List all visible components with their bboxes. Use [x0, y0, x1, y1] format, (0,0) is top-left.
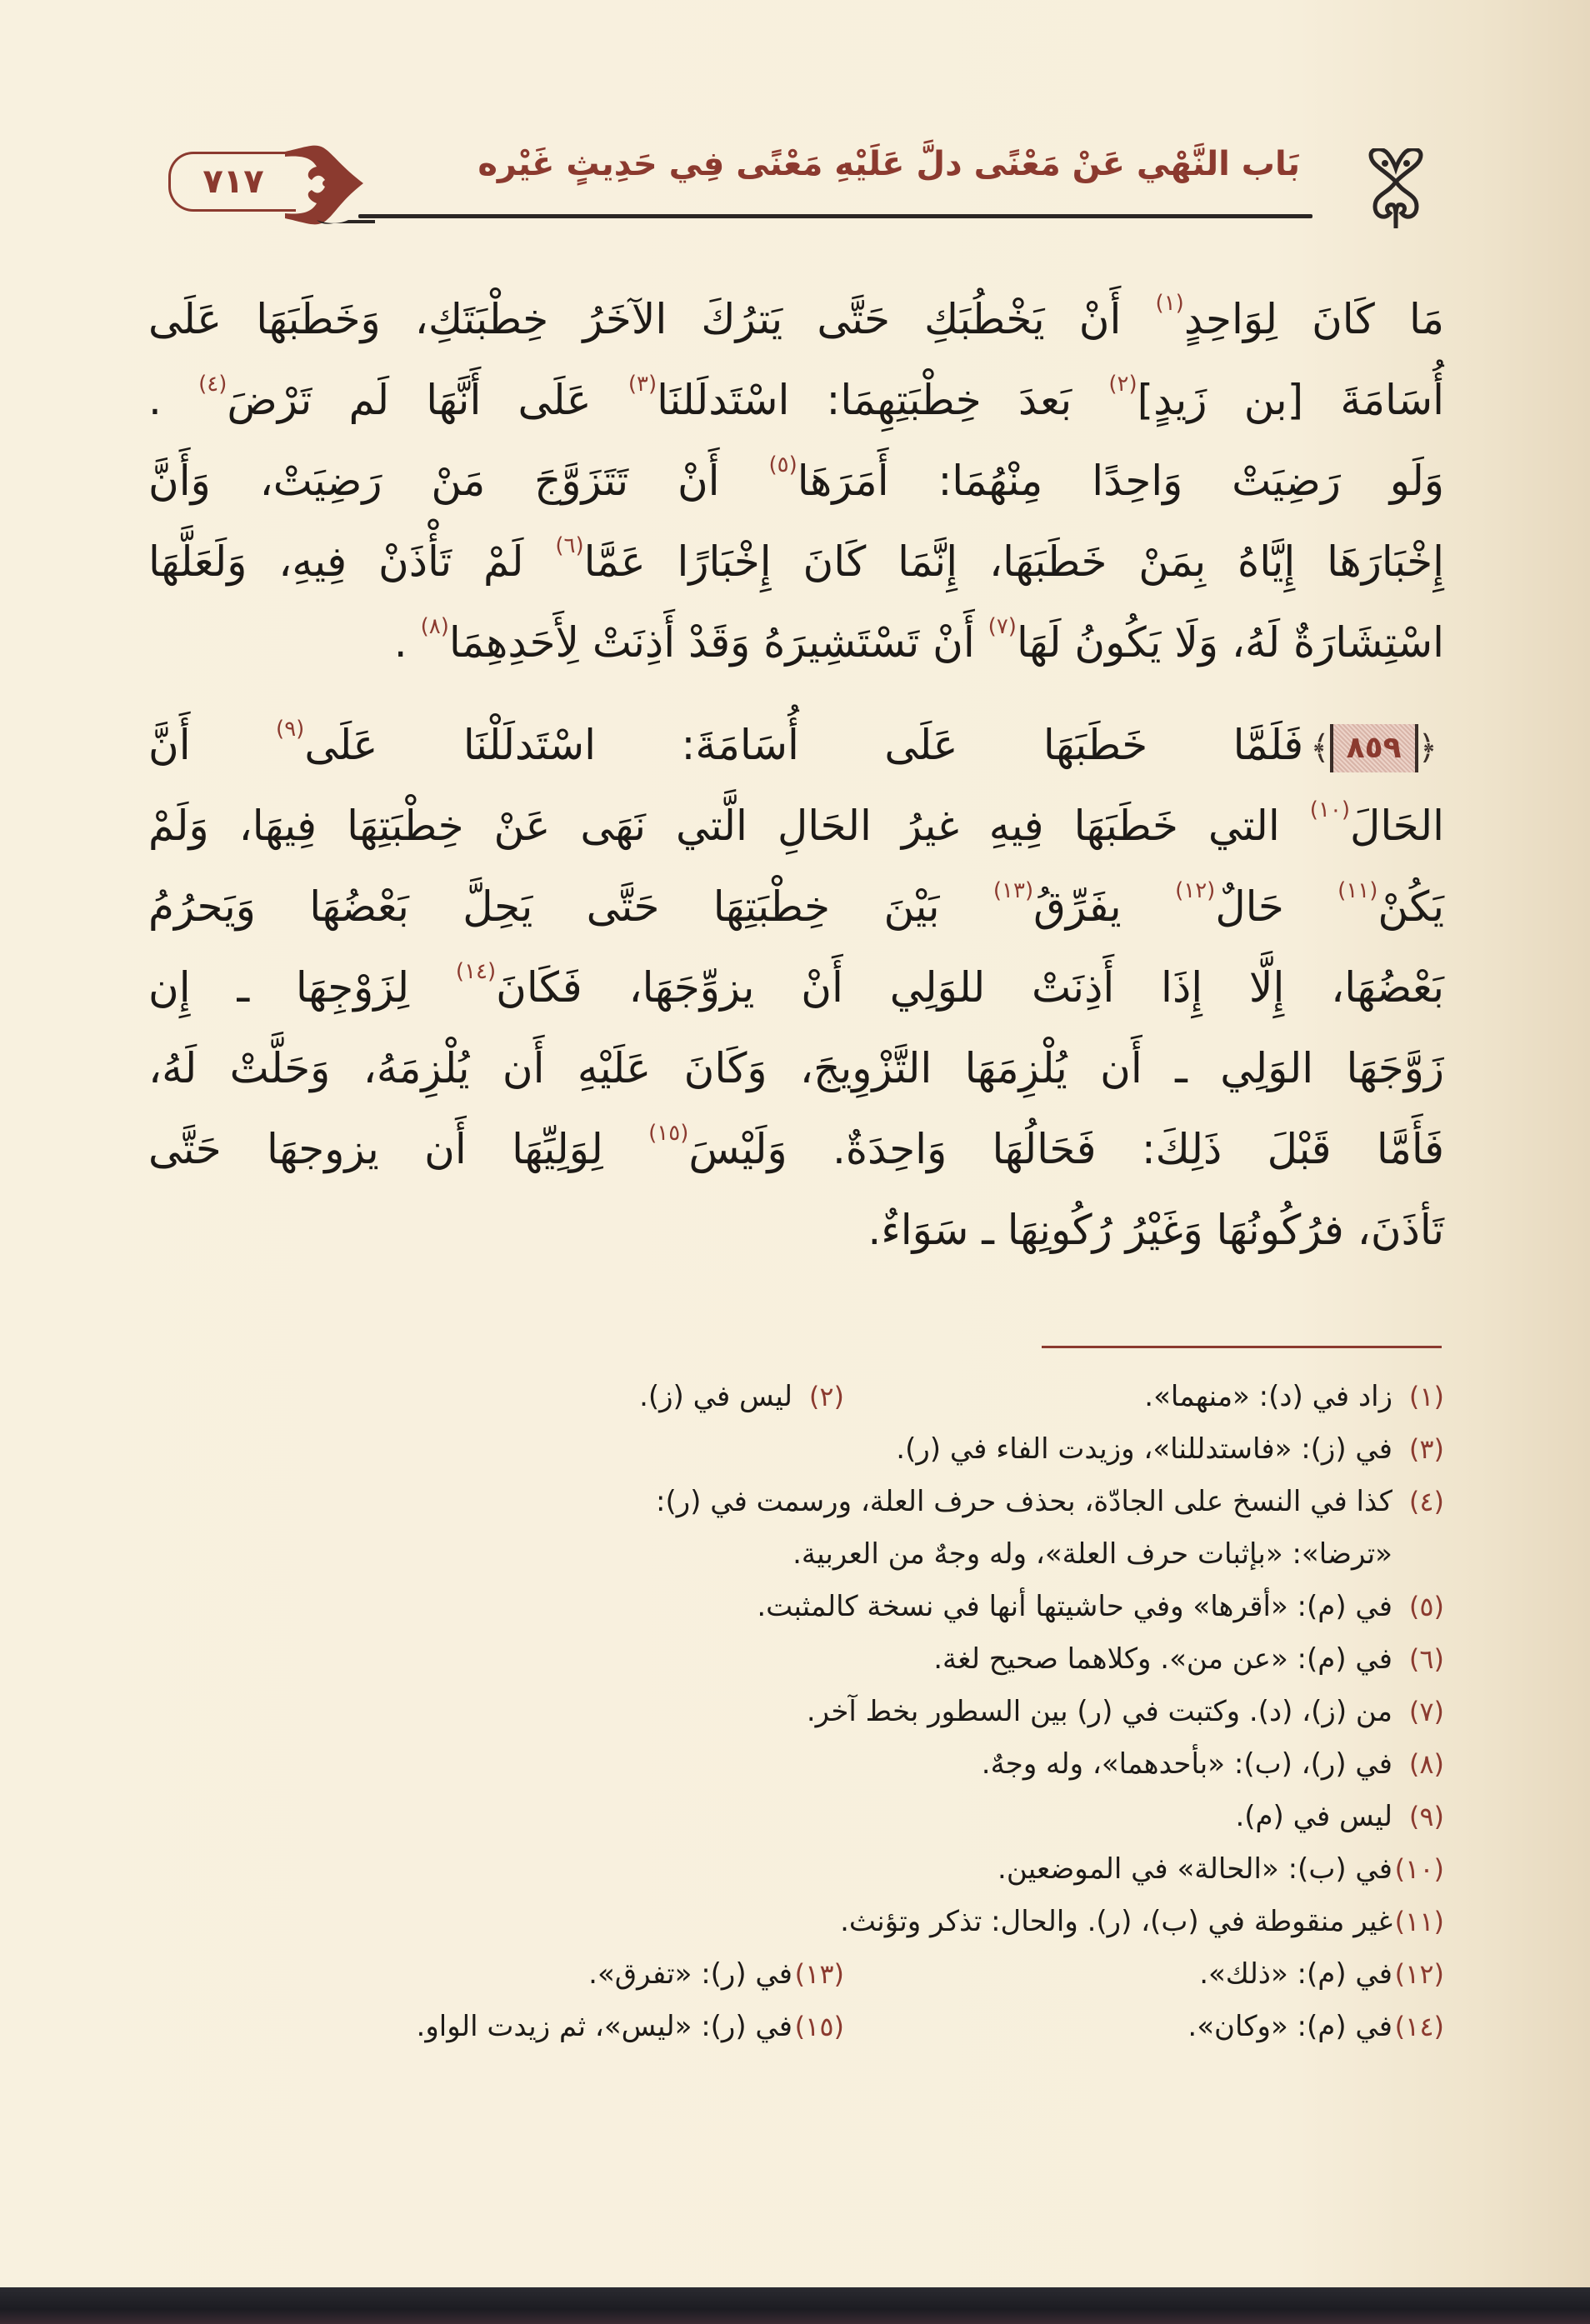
- footnote-text: في (ب): «الحالة» في الموضعين.: [998, 1852, 1392, 1886]
- footnote-row: [148, 2001, 1444, 2053]
- footnote-number: (٩): [1408, 1801, 1444, 1832]
- footnote-text: زاد في (د): «منهما».: [1144, 1380, 1392, 1413]
- footnote-number: (٨): [1408, 1748, 1444, 1780]
- footnote-continuation: [148, 1528, 1444, 1581]
- footnote-number: (١٢): [1394, 1958, 1444, 1990]
- text-line: إِخْبَارَهَا إِيَّاهُ بِمَنْ خَطَبَهَا، إِنَّمَا كَانَ إِخْبَارًا عَمَّا$^{(٦)}$ لَمْ تَأْذَنْ فِيهِ، وَلَعَلَّهَا: [148, 533, 1444, 586]
- footnote-number: (٢): [808, 1381, 844, 1412]
- footnote-ref[interactable]: (١٤): [455, 959, 497, 984]
- footnote-text: «ترضا»: «بإثبات حرف العلة»، وله وجهٌ من العربية.: [792, 1537, 1392, 1571]
- heart-scroll-ornament-icon: [1367, 148, 1425, 232]
- footnote-number: (٦): [1408, 1643, 1444, 1675]
- scanner-edge: [0, 2287, 1590, 2324]
- chapter-title: بَاب النَّهْي عَنْ مَعْنًى دلَّ عَلَيْهِ مَعْنًى فِي حَدِيثٍ غَيْره: [478, 145, 1300, 183]
- text-line: ﴿ ٨٥٩ ﴾ فَلَمَّا خَطَبَهَا عَلَى أُسَامَةَ: اسْتَدلَلْنَا عَلَى$^{(٩)}$ أَنَّ: [148, 705, 1444, 786]
- footnote-ref[interactable]: (١): [1155, 291, 1184, 316]
- footnote-row: [148, 1843, 1444, 1896]
- footnote-ref[interactable]: (٢): [1108, 372, 1138, 397]
- footnote-row: [148, 1896, 1444, 1948]
- footnotes: [148, 1371, 1444, 2053]
- text-line: وَلَو رَضِيَتْ وَاحِدًا مِنْهُمَا: أَمَرَهَا$^{(٥)}$ أَنْ تَتَزَوَّجَ مَنْ رَضِيَتْ، وَأَنَّ: [148, 452, 1444, 505]
- paragraph-2: [148, 705, 1444, 1271]
- footnote-number: (٧): [1408, 1696, 1444, 1727]
- footnote-number: (١٤): [1394, 2011, 1444, 2042]
- footnote-row: [148, 1476, 1444, 1528]
- footnote-separator: [1042, 1346, 1442, 1348]
- footnote-ref[interactable]: (٤): [198, 372, 228, 397]
- page-number-cartouche: [168, 152, 296, 212]
- footnote-row: [148, 1791, 1444, 1843]
- footnote-row: [148, 1738, 1444, 1791]
- footnote-ref[interactable]: (١٣): [992, 878, 1034, 903]
- footnote-text: ليس في (ز).: [639, 1380, 792, 1413]
- footnote-text: في (م): «عن من». وكلاهما صحيح لغة.: [933, 1642, 1392, 1676]
- footnote-ref[interactable]: (١٥): [648, 1121, 689, 1146]
- footnote-row: [148, 1423, 1444, 1476]
- footnote-text: في (ر): «ليس»، ثم زيدت الواو.: [416, 2010, 792, 2043]
- footnote-text: في (م): «ذلك».: [1199, 1957, 1392, 1991]
- footnote-number: (١٥): [794, 2011, 844, 2042]
- text-line: مَا كَانَ لِوَاحِدٍ$^{(١)}$ أَنْ يَخْطُبَكِ حَتَّى يَترُكَ الآخَرُ خِطْبَتَكِ، وَخَطَبَهَا عَلَى: [148, 291, 1445, 343]
- footnote-text: في (م): «أقرها» وفي حاشيتها أنها في نسخة كالمثبت.: [757, 1590, 1392, 1623]
- footnote-ref[interactable]: (١١): [1338, 878, 1378, 903]
- footnote-number: (١٣): [794, 1958, 844, 1990]
- text-line: بَعْضُهَا، إِلَّا إِذَا أَذِنَتْ للوَلِي أَنْ يزوِّجَهَا، فَكَانَ$^{(١٤)}$ لِزَوْجِهَا ـ إِن: [148, 959, 1444, 1012]
- footnote-ref[interactable]: (٩): [276, 717, 305, 742]
- ornamental-bracket-icon: ﴿: [1418, 728, 1438, 767]
- running-header: [158, 142, 1425, 233]
- footnote-ref[interactable]: (٣): [628, 372, 658, 397]
- footnote-ref[interactable]: (٦): [555, 533, 584, 558]
- footnote-row: [148, 1371, 1444, 1423]
- footnote-ref[interactable]: (١٠): [1309, 797, 1351, 822]
- footnote-row: [148, 1581, 1444, 1633]
- footnote-text: في (ر): «تفرق».: [588, 1957, 792, 1991]
- footnote-ref[interactable]: (٧): [988, 614, 1017, 639]
- header-rule: [358, 214, 1312, 218]
- footnote-text: من (ز)، (د). وكتبت في (ر) بين السطور بخط آخر.: [806, 1695, 1392, 1728]
- ornamental-bracket-icon: ﴾: [1310, 728, 1330, 767]
- text-line: اسْتِشَارَةٌ لَهُ، وَلَا يَكُونُ لَهَا$^{(٧)}$ أَنْ تَسْتَشِيرَهُ وَقَدْ أَذِنَتْ لِأَحَدِهِمَا$^{(٨)}$ .: [393, 614, 1444, 667]
- page-number: ٧١٧: [202, 162, 264, 201]
- text-line: الحَالَ$^{(١٠)}$ التي خَطَبَهَا فِيهِ غيرُ الحَالِ الَّتي نَهَى عَنْ خِطْبَتِهَا فِيهَا، وَلَمْ: [148, 797, 1444, 850]
- main-text: [148, 279, 1444, 1271]
- footnote-number: (١): [1408, 1381, 1444, 1412]
- footnote-number: (١٠): [1394, 1853, 1444, 1885]
- footnote-number: (٤): [1408, 1486, 1444, 1517]
- footnote-ref[interactable]: (٥): [768, 452, 798, 477]
- text-line: زَوَّجَهَا الوَلِي ـ أَن يُلْزِمَهَا التَّزْوِيجَ، وَكَانَ عَلَيْهِ أَن يُلْزِمَهُ، وَحَلَّتْ لَهُ،: [148, 1044, 1444, 1092]
- footnote-number: (٣): [1408, 1433, 1444, 1465]
- footnote-text: في (م): «وكان».: [1188, 2010, 1392, 2043]
- text-line: أُسَامَةَ [بن زَيدٍ]$^{(٢)}$ بَعدَ خِطْبَتِهِمَا: اسْتَدلَلنَا$^{(٣)}$ عَلَى أَنَّهَا لَم تَرْضَ$^{(٤)}$ .: [148, 372, 1444, 424]
- footnote-ref[interactable]: (١٢): [1175, 878, 1216, 903]
- hadith-number-marker: [1310, 724, 1438, 772]
- footnote-row: [148, 1633, 1444, 1686]
- footnote-text: في (ز): «فاستدللنا»، وزيدت الفاء في (ر).: [896, 1432, 1392, 1466]
- footnote-text: غير منقوطة في (ب)، (ر). والحال: تذكر وتؤنث.: [840, 1905, 1392, 1938]
- footnote-number: (١١): [1394, 1906, 1444, 1937]
- footnote-row: [148, 1686, 1444, 1738]
- paragraph-1: [148, 279, 1444, 683]
- footnote-text: ليس في (م).: [1235, 1800, 1392, 1833]
- text-line: يَكُنْ$^{(١١)}$ حَالٌ$^{(١٢)}$ يفَرِّقُ$^{(١٣)}$ بَيْنَ خِطْبَتِهَا حَتَّى يَحِلَّ بَعْضُهَا وَيَحرُمُ: [148, 878, 1444, 931]
- footnote-row: [148, 1948, 1444, 2001]
- text-line: فَأَمَّا قَبْلَ ذَلِكَ: فَحَالُهَا وَاحِدَةٌ. وَلَيْسَ$^{(١٥)}$ لِوَلِيِّهَا أَن يزوجهَا حَتَّى: [148, 1121, 1444, 1173]
- footnote-ref[interactable]: (٨): [420, 614, 449, 639]
- footnote-text: في (ر)، (ب): «بأحدهما»، وله وجهٌ.: [981, 1747, 1392, 1781]
- hadith-number: ٨٥٩: [1330, 724, 1418, 772]
- footnote-text: كذا في النسخ على الجادّة، بحذف حرف العلة، ورسمت في (ر):: [656, 1485, 1392, 1518]
- text-line: تَأذَنَ، فرُكُونُهَا وَغَيْرُ رُكُونِهَا ـ سَوَاءٌ.: [868, 1206, 1444, 1254]
- footnote-number: (٥): [1408, 1591, 1444, 1622]
